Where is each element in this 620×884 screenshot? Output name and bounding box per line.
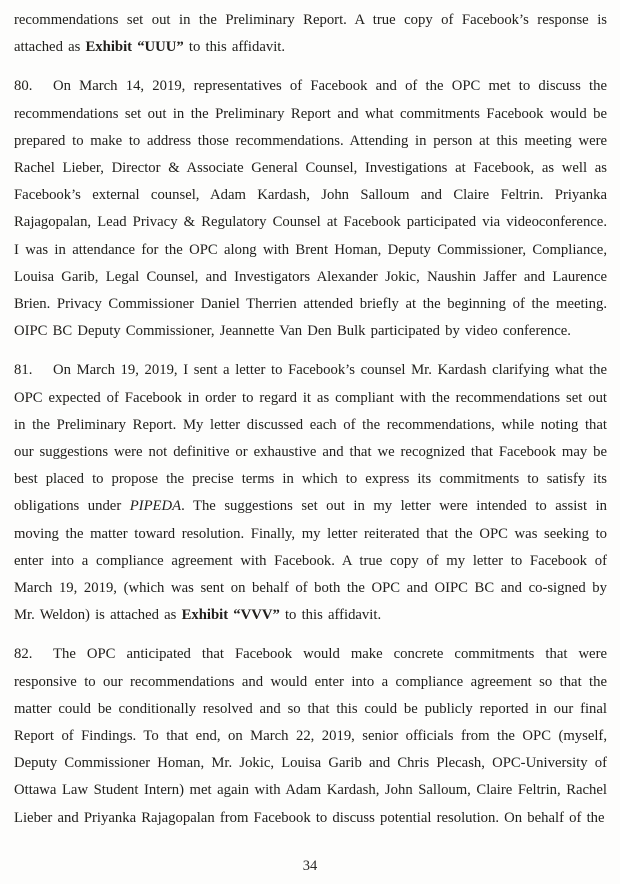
body-text: On March 19, 2019, I sent a letter to Facebook’s counsel Mr. Kardash clarifying what the OPC expected of Facebook in order to regard it as compliant with the recommendations set out in the Preliminary Report. My letter discussed each of the recommendations, while noting that our suggestions were not definitive or exhaustive and that we recognized that Facebook may be best placed to propose the precise terms in which to express its commitments to satisfy its obligations under bbox=[14, 362, 607, 515]
paragraph-82-number: 82. bbox=[14, 646, 33, 663]
body-text: to this affidavit. bbox=[183, 39, 286, 56]
paragraph-continuation bbox=[14, 7, 607, 61]
body-text: On March 14, 2019, representatives of Facebook and of the OPC met to discuss the recommendations set out in the Preliminary Report and what commitments Facebook would be prepared to make to address those recommendations. Attending in person at this meeting were Rachel Lieber, Director & Associate General Counsel, Investigations at Facebook, as well as Facebook’s external counsel, Adam Kardash, John Salloum and Claire Feltrin. Priyanka Rajagopalan, Lead Privacy & Regulatory Counsel at Facebook participated via videoconference. I was in attendance for the OPC along with Brent Homan, Deputy Commissioner, Compliance, Louisa Garib, Legal Counsel, and Investigators Alexander Jokic, Naushin Jaffer and Laurence Brien. Privacy Commissioner Daniel Therrien attended briefly at the beginning of the meeting. OIPC BC Deputy Commissioner, Jeannette Van Den Bulk participated by video conference. bbox=[14, 78, 607, 340]
paragraph-82 bbox=[14, 641, 607, 831]
body-text: The OPC anticipated that Facebook would make concrete commitments that were responsive to our recommendations and would enter into a compliance agreement so that the matter could be conditionally resolved and so that this could be publicly reported in our final Report of Findings. To that end, on March 22, 2019, senior officials from the OPC (myself, Deputy Commissioner Homan, Mr. Jokic, Louisa Garib and Chris Plecash, OPC-University of Ottawa Law Student Intern) met again with Adam Kardash, John Salloum, Claire Feltrin, Rachel Lieber and Priyanka Rajagopalan from Facebook to discuss potential resolution. On behalf of the bbox=[14, 646, 607, 826]
body-text: to this affidavit. bbox=[279, 607, 382, 624]
paragraph-81-number: 81. bbox=[14, 362, 33, 379]
exhibit-vvv-reference: Exhibit “VVV” bbox=[181, 607, 280, 624]
page-number: 34 bbox=[302, 858, 318, 874]
pipeda-act-reference: PIPEDA bbox=[129, 498, 182, 515]
body-text: recommendations set out in the Preliminary Report. A true copy of Facebook’s response is attached as bbox=[14, 12, 607, 56]
paragraph-80 bbox=[14, 73, 607, 345]
paragraph-80-number: 80. bbox=[14, 78, 33, 95]
paragraph-81 bbox=[14, 357, 607, 629]
exhibit-uuu-reference: Exhibit “UUU” bbox=[85, 39, 184, 56]
body-text: . The suggestions set out in my letter were intended to assist in moving the matter toward resolution. Finally, my letter reiterated that the OPC was seeking to enter into a compliance agreement with Facebook. A true copy of my letter to Facebook of March 19, 2019, (which was sent on behalf of both the OPC and OIPC BC and co-signed by Mr. Weldon) is attached as bbox=[14, 498, 607, 624]
